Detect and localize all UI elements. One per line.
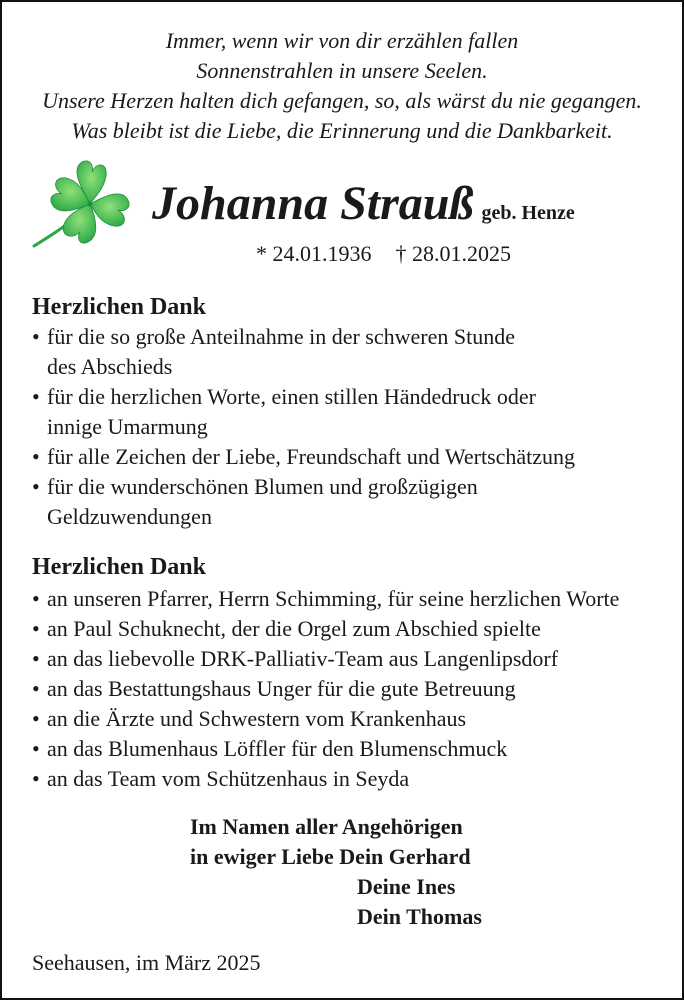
list-item: • an das liebevolle DRK-Palliativ-Team aus Langenlipsdorf bbox=[32, 644, 619, 674]
deceased-name: Johanna Strauß bbox=[152, 177, 474, 230]
maiden-name: geb. Henze bbox=[481, 202, 575, 224]
poem-line: Immer, wenn wir von dir erzählen fallen bbox=[165, 28, 519, 53]
section-heading-thanks-1: Herzlichen Dank bbox=[32, 294, 206, 320]
deceased-name-row bbox=[152, 176, 575, 232]
list-item: • an Paul Schuknecht, der die Orgel zum Abschied spielte bbox=[32, 614, 619, 644]
list-item bbox=[32, 382, 575, 442]
list-item-text: für die so große Anteilnahme in der schweren Stunde bbox=[47, 324, 515, 349]
thanks-list-1 bbox=[32, 322, 575, 532]
signature-line: Im Namen aller Angehörigen bbox=[190, 814, 463, 839]
list-item: • an das Team vom Schützenhaus in Seyda bbox=[32, 764, 619, 794]
section-heading-thanks-2: Herzlichen Dank bbox=[32, 554, 206, 580]
signature-line: Dein Thomas bbox=[357, 904, 482, 929]
signature-line: in ewiger Liebe Dein Gerhard bbox=[190, 844, 471, 869]
poem-line: Unsere Herzen halten dich gefangen, so, als wärst du nie gegangen. bbox=[42, 88, 642, 113]
list-item-text: für die herzlichen Worte, einen stillen Händedruck oder bbox=[47, 384, 536, 409]
death-date: † 28.01.2025 bbox=[395, 241, 511, 266]
signature-block bbox=[190, 812, 482, 932]
list-item-text: innige Umarmung bbox=[47, 414, 208, 439]
poem-line: Sonnenstrahlen in unsere Seelen. bbox=[196, 58, 488, 83]
place-and-date: Seehausen, im März 2025 bbox=[32, 950, 261, 975]
list-item-text: Geldzuwendungen bbox=[47, 504, 212, 529]
poem bbox=[0, 26, 684, 146]
list-item-text: für alle Zeichen der Liebe, Freundschaft und Wertschätzung bbox=[47, 444, 576, 469]
birth-date: * 24.01.1936 bbox=[256, 241, 372, 266]
thanks-list-2 bbox=[32, 584, 619, 794]
life-dates bbox=[256, 240, 511, 268]
list-item: • an das Bestattungshaus Unger für die gute Betreuung bbox=[32, 674, 619, 704]
list-item bbox=[32, 472, 575, 532]
four-leaf-clover-icon bbox=[30, 154, 140, 254]
list-item: • an unseren Pfarrer, Herrn Schimming, für seine herzlichen Worte bbox=[32, 584, 619, 614]
list-item bbox=[32, 442, 575, 472]
list-item-text: für die wunderschönen Blumen und großzügigen bbox=[47, 474, 478, 499]
list-item: • an die Ärzte und Schwestern vom Krankenhaus bbox=[32, 704, 619, 734]
poem-line: Was bleibt ist die Liebe, die Erinnerung und die Dankbarkeit. bbox=[71, 118, 613, 143]
list-item-text: des Abschieds bbox=[47, 354, 173, 379]
list-item: • an das Blumenhaus Löffler für den Blumenschmuck bbox=[32, 734, 619, 764]
list-item bbox=[32, 322, 575, 382]
signature-line: Deine Ines bbox=[357, 874, 456, 899]
